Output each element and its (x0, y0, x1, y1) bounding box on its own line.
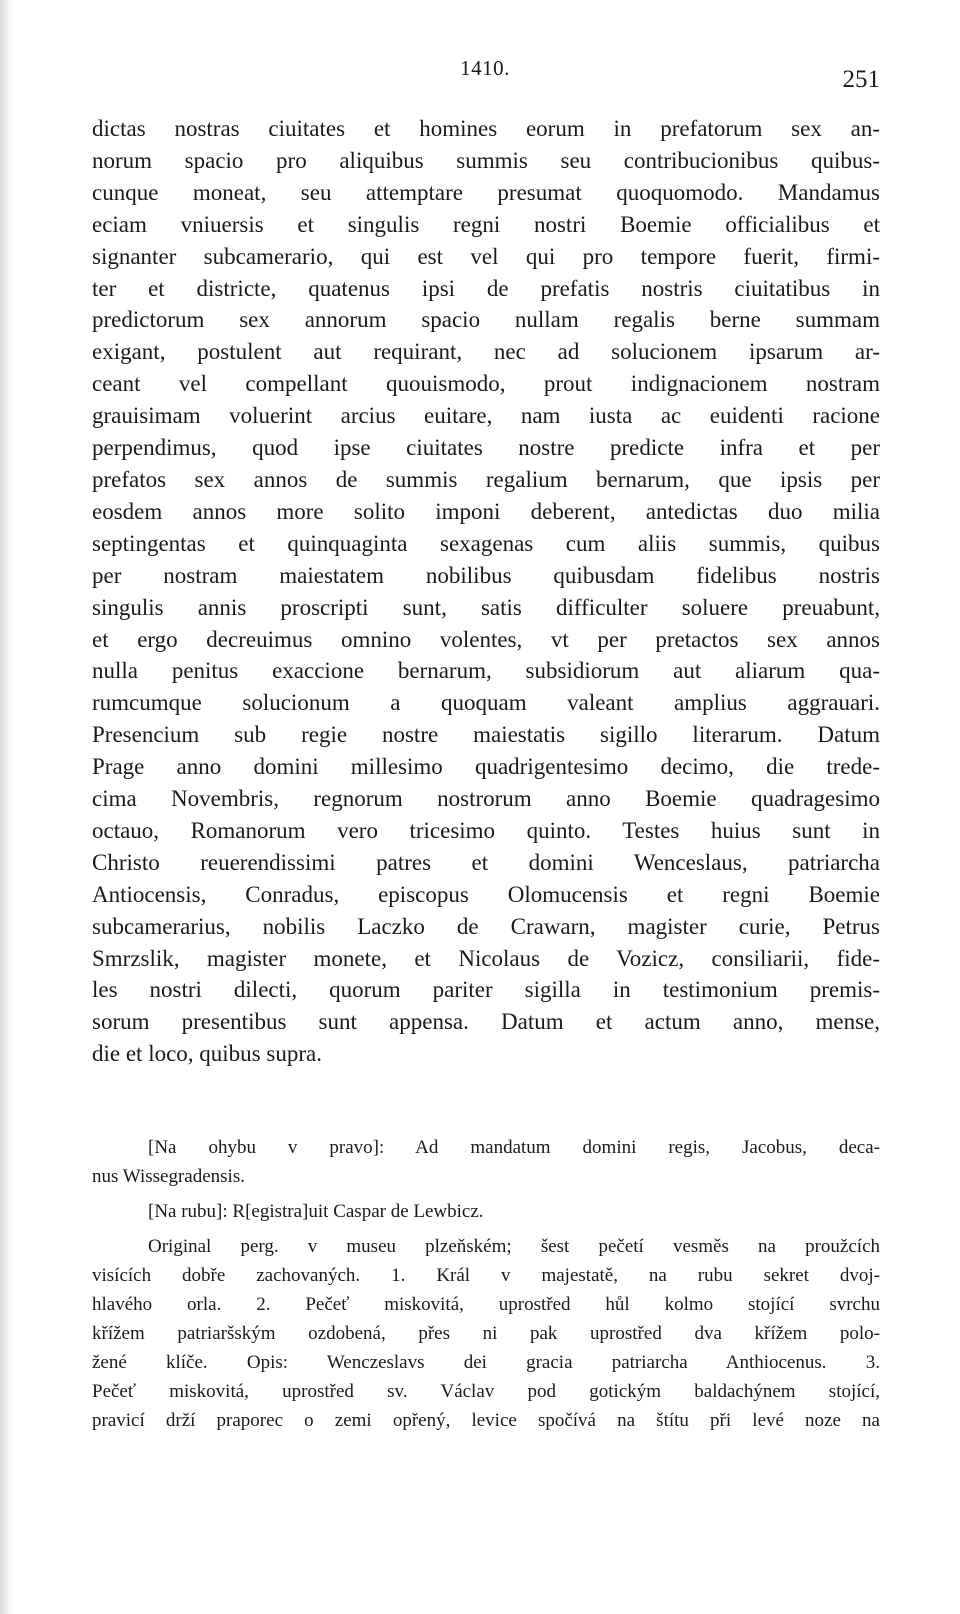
description-line: Original perg. v museu plzeňském; šest pečetí vesměs na proužcích (148, 1236, 880, 1257)
page-number: 251 (842, 66, 880, 93)
body-line: nulla penitus exaccione bernarum, subsidiorum aut aliarum qua- (92, 658, 880, 684)
body-line: subcamerarius, nobilis Laczko de Crawarn, magister curie, Petrus (92, 913, 880, 939)
body-line: Smrzslik, magister monete, et Nicolaus de Vozicz, consiliarii, fide- (92, 945, 880, 971)
document-body (92, 113, 880, 1070)
body-line: eciam vniuersis et singulis regni nostri Boemie officialibus et (92, 211, 880, 237)
body-line: Christo reuerendissimi patres et domini Wenceslaus, patriarcha (92, 849, 880, 875)
body-line: singulis annis proscripti sunt, satis difficulter soluere preuabunt, (92, 594, 880, 620)
body-line: signanter subcamerario, qui est vel qui pro tempore fuerit, firmi- (92, 243, 880, 269)
body-line: cima Novembris, regnorum nostrorum anno Boemie quadragesimo (92, 786, 880, 812)
body-line: predictorum sex annorum spacio nullam regalis berne summam (92, 307, 880, 333)
body-line: et ergo decreuimus omnino volentes, vt per pretactos sex annos (92, 626, 880, 652)
body-line: Presencium sub regie nostre maiestatis sigillo literarum. Datum (92, 722, 880, 748)
body-line: per nostram maiestatem nobilibus quibusdam fidelibus nostris (92, 562, 880, 588)
editorial-notes (92, 1133, 880, 1435)
body-line: Antiocensis, Conradus, episcopus Olomucensis et regni Boemie (92, 881, 880, 907)
body-line: dictas nostras ciuitates et homines eorum in prefatorum sex an- (92, 116, 880, 141)
body-line: perpendimus, quod ipse ciuitates nostre predicte infra et per (92, 435, 880, 461)
body-line: prefatos sex annos de summis regalium bernarum, que ipsis per (92, 466, 880, 492)
description-line: visících dobře zachovaných. 1. Král v majestatě, na rubu sekret dvoj- (92, 1265, 880, 1286)
body-line: norum spacio pro aliquibus summis seu contribucionibus quibus- (92, 147, 880, 173)
body-line: ceant vel compellant quouismodo, prout indignacionem nostram (92, 371, 880, 397)
body-line: les nostri dilecti, quorum pariter sigilla in testimonium premis- (92, 977, 880, 1003)
body-line: ter et districte, quatenus ipsi de prefatis nostris ciuitatibus in (92, 275, 880, 301)
description-line: křížem patriaršským ozdobená, přes ni pak uprostřed dva křížem polo- (92, 1323, 880, 1344)
note-line: nus Wissegradensis. (92, 1166, 245, 1187)
page-header (90, 56, 880, 96)
body-line: octauo, Romanorum vero tricesimo quinto. Testes huius sunt in (92, 817, 880, 843)
body-line: eosdem annos more solito imponi deberent, antedictas duo milia (92, 498, 880, 524)
description-line: Pečeť miskovitá, uprostřed sv. Václav pod gotickým baldachýnem stojící, (92, 1381, 880, 1402)
description-line: žené klíče. Opis: Wenczeslavs dei gracia patriarcha Anthiocenus. 3. (92, 1352, 880, 1373)
body-line: die et loco, quibus supra. (92, 1041, 322, 1067)
body-line: Prage anno domini millesimo quadrigentesimo decimo, die trede- (92, 754, 880, 780)
body-line: grauisimam voluerint arcius euitare, nam iusta ac euidenti racione (92, 403, 880, 429)
body-line: cunque moneat, seu attemptare presumat quoquomodo. Mandamus (92, 179, 880, 205)
body-line: sorum presentibus sunt appensa. Datum et actum anno, mense, (92, 1009, 880, 1035)
running-head-year: 1410. (460, 56, 510, 80)
description-line: pravicí drží praporec o zemi opřený, levice spočívá na štítu při levé noze na (92, 1410, 880, 1431)
description-line: hlavého orla. 2. Pečeť miskovitá, uprostřed hůl kolmo stojící svrchu (92, 1294, 880, 1315)
note-line: [Na ohybu v pravo]: Ad mandatum domini regis, Jacobus, deca- (148, 1137, 880, 1158)
page-edge-shadow (0, 0, 14, 1614)
note-line: [Na rubu]: R[egistra]uit Caspar de Lewbicz. (148, 1201, 484, 1222)
body-line: rumcumque solucionum a quoquam valeant amplius aggrauari. (92, 690, 880, 716)
body-line: septingentas et quinquaginta sexagenas cum aliis summis, quibus (92, 530, 880, 556)
body-line: exigant, postulent aut requirant, nec ad solucionem ipsarum ar- (92, 339, 880, 365)
